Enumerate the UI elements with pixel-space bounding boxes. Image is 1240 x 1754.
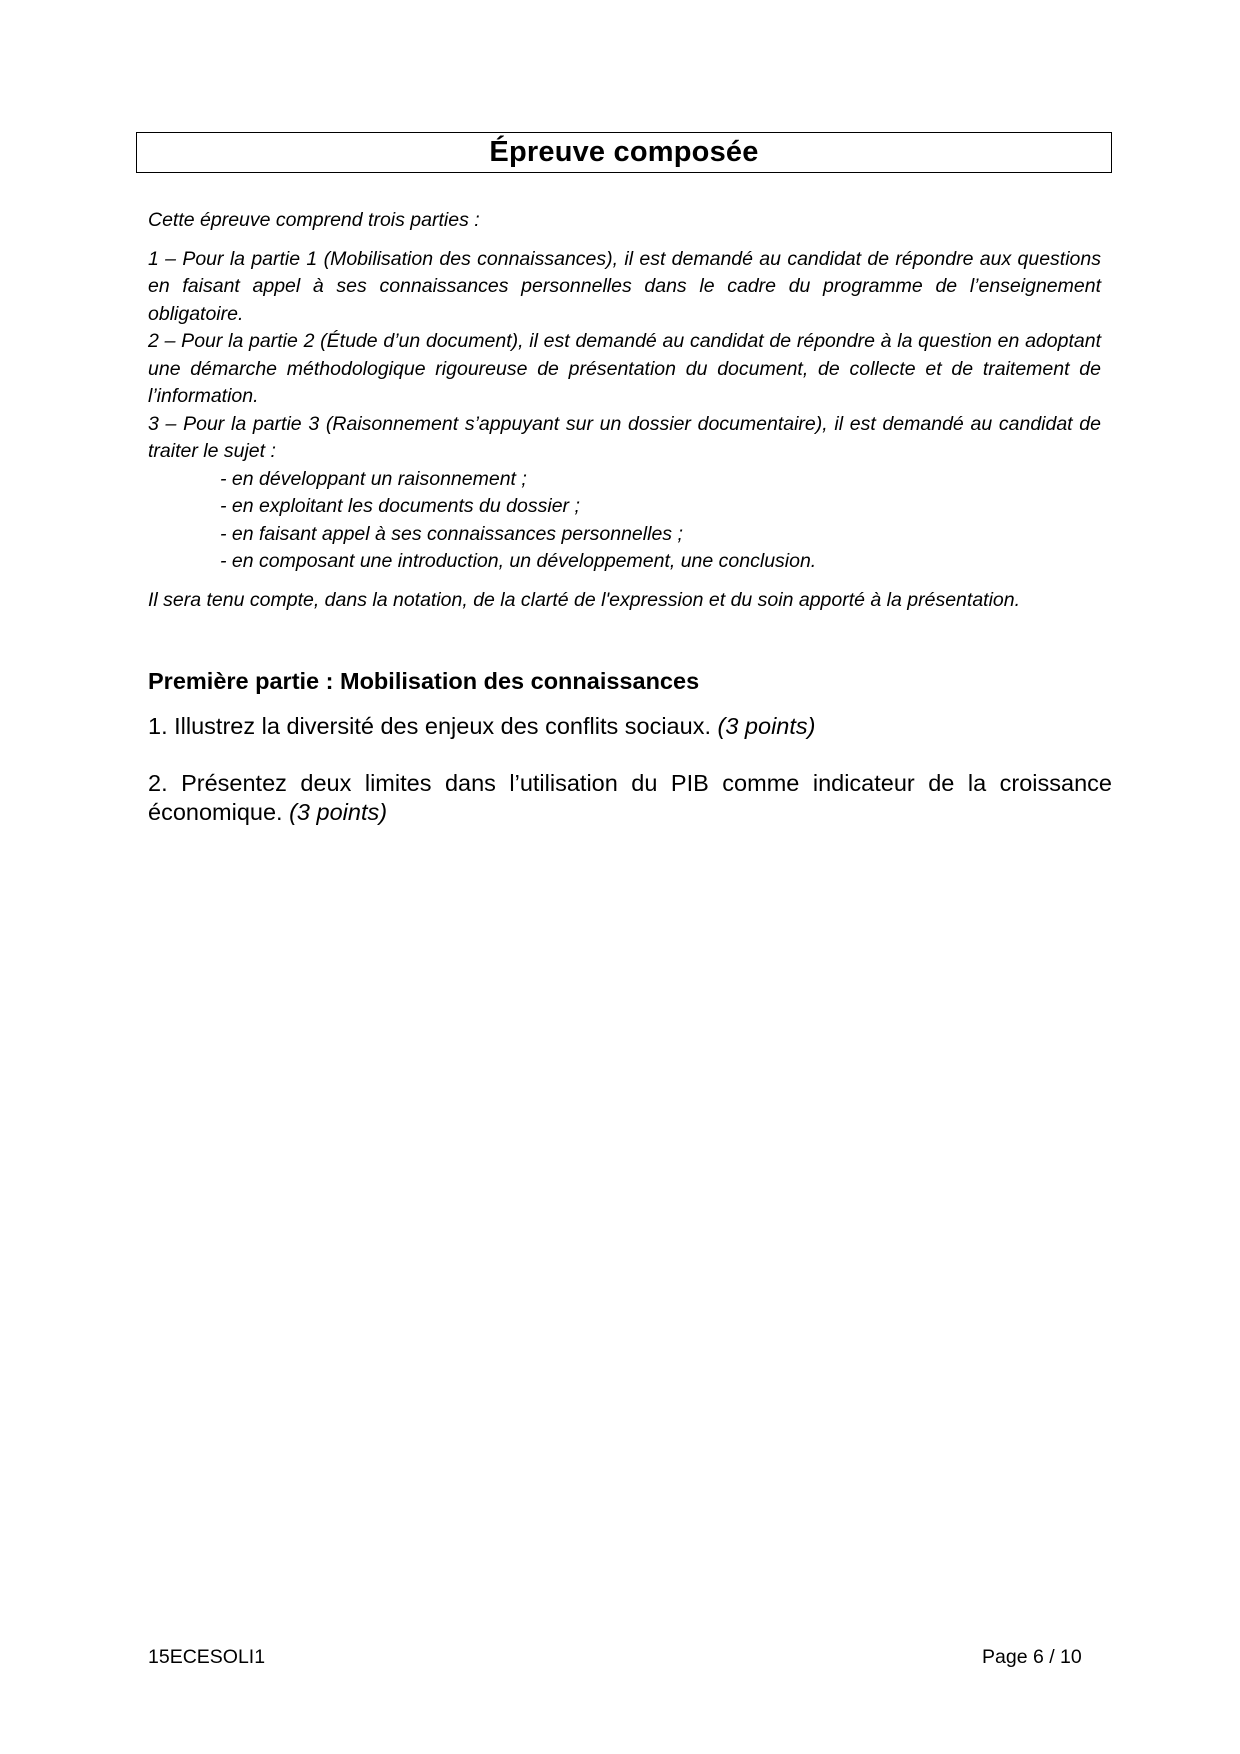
question-points: (3 points)	[289, 799, 388, 825]
instruction-bullet: - en développant un raisonnement ;	[220, 467, 527, 490]
instruction-bullet: - en composant une introduction, un développement, une conclusion.	[220, 550, 817, 572]
section-title: Première partie : Mobilisation des connaissances	[148, 668, 700, 694]
question-text: 2. Présentez deux limites dans l’utilisation du PIB comme indicateur de la croissance économique.	[148, 770, 1112, 825]
instructions	[148, 207, 1101, 614]
instruction-part-2: 2 – Pour la partie 2 (Étude d’un document), il est demandé au candidat de répondre à la question en adoptant une démarche méthodologique rigoureuse de présentation du document, de collecte et de traitement de l’information.	[148, 330, 1101, 407]
instruction-bullet: - en exploitant les documents du dossier ;	[220, 495, 580, 517]
instruction-part-3: 3 – Pour la partie 3 (Raisonnement s’appuyant sur un dossier documentaire), il est demandé au candidat de traiter le sujet :	[148, 412, 1101, 462]
question-text: 1. Illustrez la diversité des enjeux des conflits sociaux.	[148, 713, 711, 739]
instructions-closing: Il sera tenu compte, dans la notation, de la clarté de l'expression et du soin apporté à la présentation.	[148, 588, 1021, 611]
instruction-bullet: - en faisant appel à ses connaissances personnelles ;	[220, 522, 683, 545]
question-2	[148, 769, 1112, 827]
instruction-bullet-list	[148, 466, 1101, 576]
footer-code: 15ECESOLI1	[148, 1646, 266, 1668]
instruction-part-1: 1 – Pour la partie 1 (Mobilisation des connaissances), il est demandé au candidat de répondre aux questions en faisant appel à ses connaissances personnelles dans le cadre du programme de l’enseignement obligatoire.	[148, 247, 1101, 325]
question-list	[148, 712, 1112, 827]
page-title: Épreuve composée	[489, 136, 759, 168]
footer-page-number: Page 6 / 10	[982, 1646, 1082, 1668]
question-1	[148, 712, 1112, 741]
instructions-intro: Cette épreuve comprend trois parties :	[148, 209, 480, 231]
title-box	[136, 132, 1112, 173]
question-points: (3 points)	[717, 713, 816, 739]
